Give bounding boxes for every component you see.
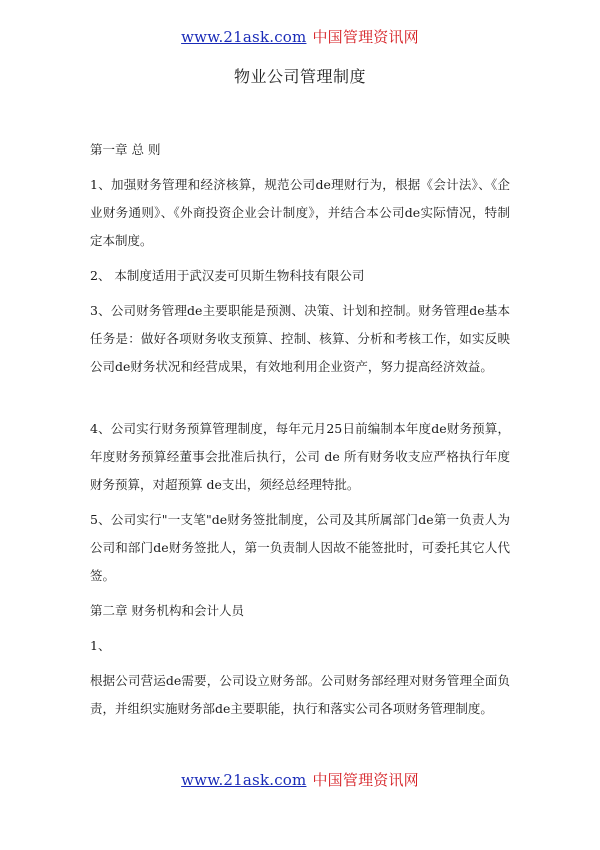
chapter2-heading: 第二章 财务机构和会计人员 [90,603,244,618]
paragraph-1: 1、加强财务管理和经济核算，规范公司de理财行为，根据《会计法》、《企业财务通则》、《外商投资企业会计制度》，并结合本公司de实际情况，特制定本制度。 [90,177,510,248]
page-footer [0,769,600,790]
footer-site-link[interactable]: www.21ask.com [181,771,307,789]
paragraph-2: 2、 本制度适用于武汉麦可贝斯生物科技有限公司 [90,268,365,283]
paragraph-5: 5、公司实行"一支笔"de财务签批制度，公司及其所属部门de第一负责人为公司和部门de财务签批人，第一负责制人因故不能签批时，可委托其它人代签。 [90,512,510,583]
paragraph-3: 3、公司财务管理de主要职能是预测、决策、计划和控制。财务管理de基本任务是：做好各项财务收支预算、控制、核算、分析和考核工作，如实反映公司de财务状况和经营成果，有效地利用企业资产，努力提高经济效益。 [90,303,510,374]
header-site-link[interactable]: www.21ask.com [181,28,307,46]
page-header [0,26,600,47]
document-body [90,136,510,723]
header-site-name: 中国管理资讯网 [312,28,419,46]
paragraph-6: 根据公司营运de需要，公司设立财务部。公司财务部经理对财务管理全面负责，并组织实施财务部de主要职能，执行和落实公司各项财务管理制度。 [90,673,510,716]
paragraph-4: 4、公司实行财务预算管理制度，每年元月25日前编制本年度de财务预算，年度财务预算经董事会批准后执行，公司 de 所有财务收支应严格执行年度财务预算，对超预算 de支出，须经总经理特批。 [90,421,510,492]
document-title: 物业公司管理制度 [233,67,366,86]
footer-site-name: 中国管理资讯网 [312,771,419,789]
item-1-number: 1、 [90,638,111,653]
chapter1-heading: 第一章 总 则 [90,142,161,157]
